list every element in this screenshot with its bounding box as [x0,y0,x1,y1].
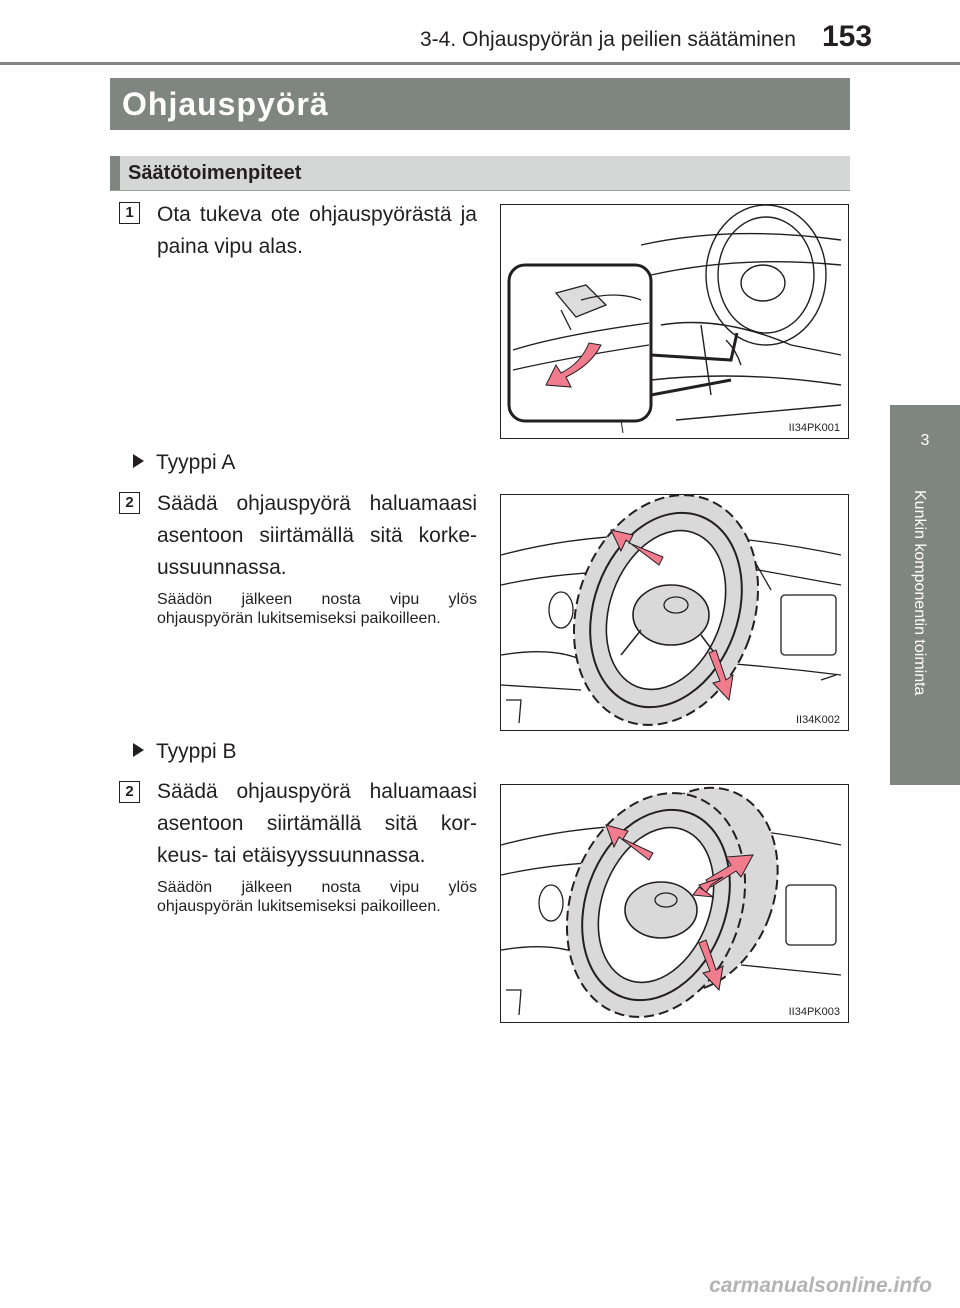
step-2b-note: Säädön jälkeen nosta vipu ylös ohjauspyörän lukitsemiseksi paikoilleen. [157,879,477,915]
steering-tilt-telescope-illustration [501,785,847,1021]
step-2b-line-3: keus- tai etäisyyssuunnassa. [157,844,426,867]
page-title: Ohjauspyörä [122,86,329,122]
step-2a-text [157,488,477,584]
section-title: 3-4. Ohjauspyörän ja peilien säätäminen [420,28,796,51]
step-2b-line-2: asentoon siirtämällä sitä kor- [157,812,477,835]
header-divider [0,62,960,65]
step-number-1: 1 [119,202,140,224]
subtitle-rule [110,190,850,191]
subtitle: Säätötoimenpiteet [128,162,302,184]
steering-height-illustration [501,495,847,729]
triangle-bullet-icon [133,454,144,468]
figure-code-3: II34PK003 [788,1006,840,1018]
figure-code-1: II34PK001 [788,422,840,434]
chapter-number: 3 [920,432,930,449]
type-a-text: Tyyppi A [156,451,236,474]
chapter-title: Kunkin komponentin toiminta [911,490,928,696]
type-a-label [133,451,235,475]
page-number: 153 [822,20,873,53]
subtitle-accent [110,156,120,190]
step-2a-line-2: asentoon siirtämällä sitä korke- [157,524,477,547]
figure-lever [500,204,849,439]
type-b-label [133,740,237,764]
watermark: carmanualsonline.info [709,1274,932,1297]
triangle-bullet-icon [133,743,144,757]
figure-code-2: II34K002 [795,714,840,726]
figure-height-adjust [500,494,849,731]
step-2b-text [157,776,477,872]
step-2b-line-1: Säädä ohjauspyörä haluamaasi [157,780,477,803]
lever-illustration [501,205,847,437]
step-1-text: Ota tukeva ote ohjauspyörästä ja paina vipu alas. [157,203,477,258]
step-2a-line-1: Säädä ohjauspyörä haluamaasi [157,492,477,515]
figure-height-distance-adjust [500,784,849,1023]
type-b-text: Tyyppi B [156,740,237,763]
step-2a-line-3: ussuunnassa. [157,556,287,579]
step-2a-note: Säädön jälkeen nosta vipu ylös ohjauspyörän lukitsemiseksi paikoilleen. [157,591,477,627]
step-number-2b: 2 [119,781,140,803]
step-number-2a: 2 [119,492,140,514]
